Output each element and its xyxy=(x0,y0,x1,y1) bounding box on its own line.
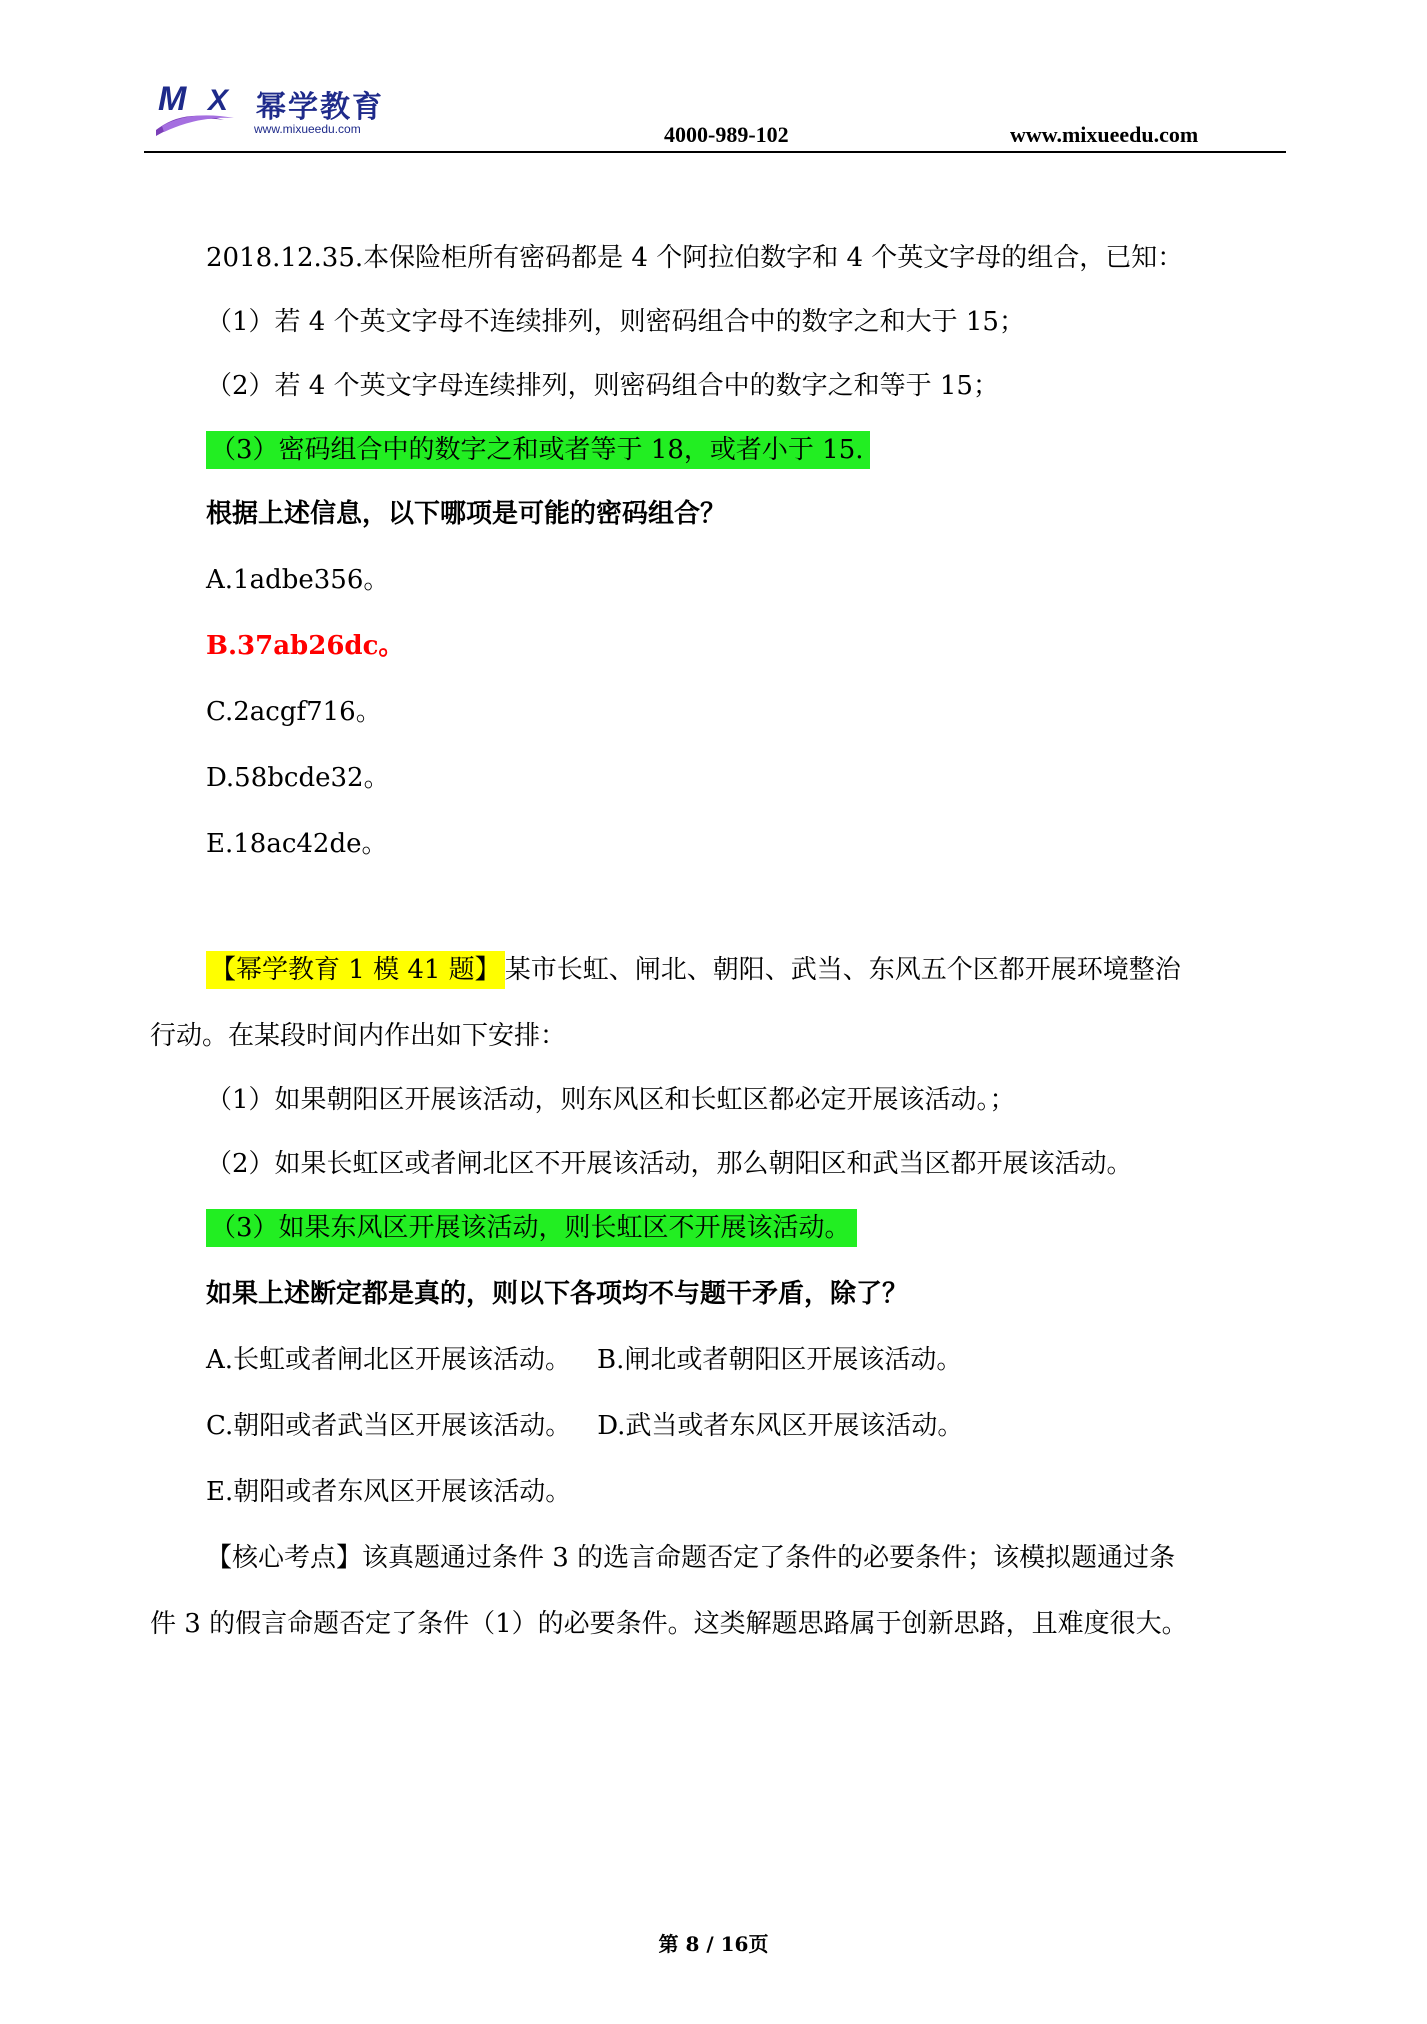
q2-options-ab xyxy=(206,1340,962,1380)
q2-option-b: B.闸北或者朝阳区开展该活动。 xyxy=(597,1345,963,1375)
q2-question: 如果上述断定都是真的，则以下各项均不与题干矛盾，除了？ xyxy=(206,1279,909,1309)
analysis-line-2: 件 3 的假言命题否定了条件（1）的必要条件。这类解题思路属于创新思路，且难度很大。 xyxy=(150,1609,1188,1639)
q1-option-d: D.58bcde32。 xyxy=(206,763,390,793)
header-phone: 4000-989-102 xyxy=(664,122,789,147)
q2-option-a: A.长虹或者闸北区开展该活动。 xyxy=(206,1345,572,1375)
q1-stem: 2018.12.35.本保险柜所有密码都是 4 个阿拉伯数字和 4 个英文字母的组合，已知： xyxy=(206,243,1184,273)
q1-condition-3 xyxy=(206,430,870,470)
q2-condition-2: （2）如果长虹区或者闸北区不开展该活动，那么朝阳区和武当区都开展该活动。 xyxy=(206,1149,1133,1179)
q1-option-a: A.1adbe356。 xyxy=(206,565,390,595)
svg-text:M: M xyxy=(158,80,187,118)
mx-logo-icon xyxy=(154,80,250,136)
logo-brand-text: 幂学教育 xyxy=(256,90,384,125)
q1-option-c: C.2acgf716。 xyxy=(206,697,382,727)
logo-url-text: www.mixueedu.com xyxy=(254,122,361,136)
q1-condition-1: （1）若 4 个英文字母不连续排列，则密码组合中的数字之和大于 15； xyxy=(206,307,1025,337)
q1-condition-2: （2）若 4 个英文字母连续排列，则密码组合中的数字之和等于 15； xyxy=(206,371,999,401)
q2-condition-3-highlight: （3）如果东风区开展该活动，则长虹区不开展该活动。 xyxy=(206,1209,857,1247)
q2-condition-1: （1）如果朝阳区开展该活动，则东风区和长虹区都必定开展该活动。； xyxy=(206,1085,1016,1115)
q2-option-c: C.朝阳或者武当区开展该活动。 xyxy=(206,1411,572,1441)
q2-source-tag: 【幂学教育 1 模 41 题】 xyxy=(206,951,505,989)
q2-options-cd xyxy=(206,1406,963,1446)
q2-stem-text: 某市长虹、闸北、朝阳、武当、东风五个区都开展环境整治 xyxy=(504,955,1181,985)
header-divider xyxy=(144,151,1286,153)
q2-option-e: E.朝阳或者东风区开展该活动。 xyxy=(206,1477,572,1507)
q1-option-b-answer: B.37ab26dc。 xyxy=(206,631,405,661)
svg-text:X: X xyxy=(208,84,229,117)
header-website: www.mixueedu.com xyxy=(1010,122,1199,147)
q2-stem-line1 xyxy=(206,950,1181,990)
q2-stem-line2: 行动。在某段时间内作出如下安排： xyxy=(150,1021,567,1051)
q1-question: 根据上述信息，以下哪项是可能的密码组合？ xyxy=(206,499,727,529)
q1-condition-3-highlight: （3）密码组合中的数字之和或者等于 18，或者小于 15. xyxy=(206,431,870,469)
q2-option-d: D.武当或者东风区开展该活动。 xyxy=(597,1411,964,1441)
mixue-logo xyxy=(154,80,414,152)
page-header xyxy=(144,78,1286,158)
page-number: 第 8 / 16页 xyxy=(658,1932,769,1956)
analysis-line-1: 【核心考点】该真题通过条件 3 的选言命题否定了条件的必要条件；该模拟题通过条 xyxy=(206,1543,1176,1573)
q2-condition-3 xyxy=(206,1208,857,1248)
q1-option-e: E.18ac42de。 xyxy=(206,829,388,859)
